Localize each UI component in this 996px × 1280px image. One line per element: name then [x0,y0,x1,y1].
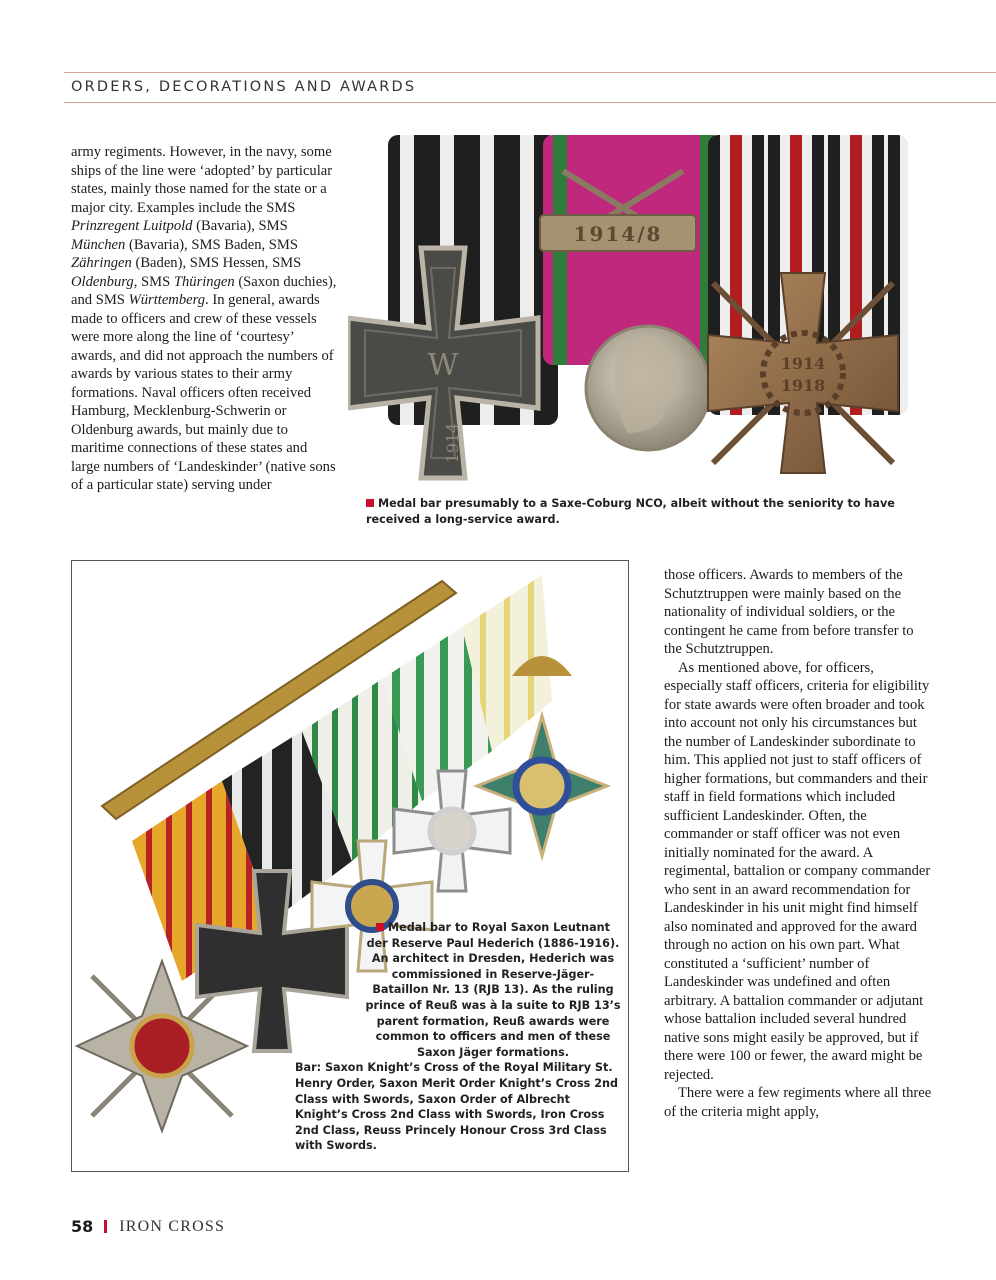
ship-name: Thüringen [173,273,235,290]
caption-top: Medal bar presumably to a Saxe-Coburg NCO, albeit without the seniority to have received a long-service award. [366,497,895,526]
svg-text:1914/8: 1914/8 [573,222,663,246]
medal-bar-photo-top [348,133,916,485]
right-paragraph-2: As mentioned above, for officers, especially staff officers, criteria for eligibility for state awards were often broader and took into account not only his circumstances but the number of Landeskinder subordinate to him. This applied not just to staff officers of higher formations, but commanders and their staff in field formations which included sufficient Landeskinder. Often, the commander or staff officer was not even initially nominated for the award. A regimental, battalion or company commander who sent in an award recommendation for Landeskinder in his unit might find himself also nominated and approved for the award through no action on his own part. What constituted a ‘sufficient’ number of Landeskinder was undefined and often arbitrary. A battalion commander or adjutant whose battalion included several hundred native sons might easily be approved, but if there were 100 or fewer, the award might be rejected. [664,659,931,1083]
left-column [71,143,339,495]
svg-text:W: W [427,348,459,383]
saxe-coburg-medal [586,326,710,450]
text-run: (Saxon duchies), and SMS [71,273,337,308]
text-run: (Bavaria), SMS Baden, SMS [125,236,299,253]
text-run: , SMS [133,273,174,290]
medal-bar-photo-bottom [71,560,629,1172]
caption-marker-icon [366,499,374,507]
magazine-name: IRON CROSS [119,1217,226,1235]
section-title: ORDERS, DECORATIONS AND AWARDS [71,79,417,95]
footer [71,1217,225,1236]
caption-bottom: Medal bar to Royal Saxon Leutnant der Reserve Paul Hederich (1886-1916). An architect in Dresden, Hederich was commissioned in Reserve-Jäger-Bataillon Nr. 13 (RJB 13). As the ruling prince of Reuß was à la suite to RJB 13’s parent formation, Reuß awards were common to officers and men of these Saxon Jäger formations. Bar: Saxon Knight’s Cross of the Royal Military St. Henry Order, Saxon Merit Order Knight’s Cross 2nd Class with Swords, Saxon Order of Albrecht Knight’s Cross 2nd Class with Swords, Iron Cross 2nd Class, Reuss Princely Honour Cross 3rd Class with Swords. [295,921,621,1153]
right-column [664,566,932,1121]
svg-text:1914: 1914 [443,422,462,464]
text-run: army regiments. However, in the navy, some ships of the line were ‘adopted’ by particular states, mainly those named for the state or a major city. Examples include the SMS [71,144,333,216]
footer-separator [104,1220,107,1233]
svg-text:1914: 1914 [780,354,826,373]
caption-marker-icon [376,923,384,931]
medal-bar-illustration-top [348,133,916,485]
ship-name: Oldenburg [71,273,134,290]
ship-name: Zähringen [71,255,132,271]
text-run: . In general, awards made to officers and crew of these vessels were more along the line of ‘courtesy’ awards, and did not approach the numbers of awards by various states to their army formations. Naval officers often received Hamburg, Mecklenburg-Schwerin or Oldenburg awards, but mainly due to maritime connections of these states and large numbers of ‘Landeskinder’ (native sons of a particular state) serving under [71,292,336,493]
right-paragraph-1: those officers. Awards to members of the Schutztruppen were mainly based on the nationality of individual soldiers, or the contingent he came from before transfer to the Schutztruppen. [664,567,914,657]
ship-name: München [71,236,126,253]
right-paragraph-3: There were a few regiments where all three of the criteria might apply, [664,1085,932,1120]
text-run: (Bavaria), SMS [192,218,288,234]
header-rule-top [64,72,996,73]
ship-name: Prinzregent Luitpold [71,218,193,234]
honour-cross-medal [708,273,898,473]
caption-bar-list: Bar: Saxon Knight’s Cross of the Royal Military St. Henry Order, Saxon Merit Order Knight’s Cross 2nd Class with Swords, Saxon Order of Albrecht Knight’s Cross 2nd Class with Swords, Iron Cross 2nd Class, Reuss Princely Honour Cross 3rd Class with Swords. [295,1061,618,1153]
page-number: 58 [71,1217,94,1236]
left-paragraph [71,143,339,495]
ship-name: Württemberg [128,292,206,308]
svg-text:1918: 1918 [780,376,826,395]
header-rule-bottom [64,102,996,103]
text-run: (Baden), SMS Hessen, SMS [131,255,302,271]
